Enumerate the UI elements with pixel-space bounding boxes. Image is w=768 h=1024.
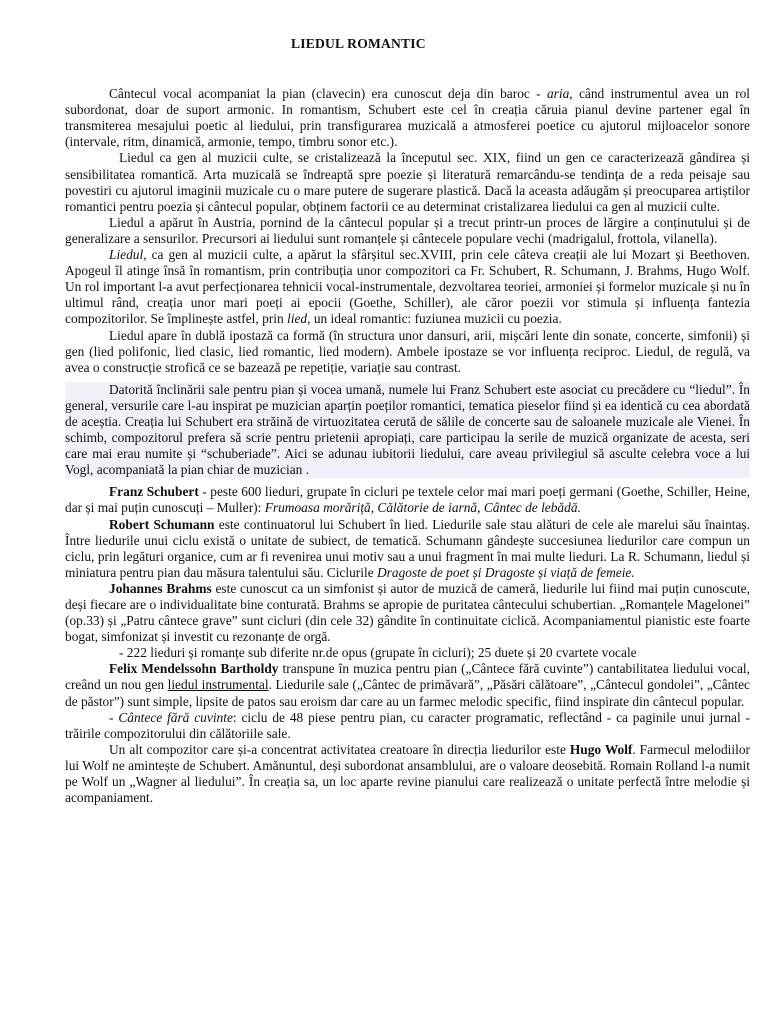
paragraph-schumann: Robert Schumann este continuatorul lui Schubert în lied. Liedurile sale stau alături de cele ale marelui său înaintaș. Între liedurile unui ciclu există o unitate de subiect, de tematică. Schumann gândește succesiunea liedurilor care compun un ciclu, prin legături organice, cum ar fi revenirea unui motiv sau a unui fragment în mai multe lieduri. La R. Schumann, liedul și miniatura pentru pian dau măsura talentului său. Ciclurile Dragoste de poet și Dragoste și viață de femeie.: [65, 516, 750, 580]
paragraph-brahms-list: - 222 lieduri și romanțe sub diferite nr.de opus (grupate în cicluri); 25 duete și 20 cvartete vocale: [119, 645, 637, 661]
paragraph-schubert: Franz Schubert - peste 600 lieduri, grupate în cicluri pe textele celor mai mari poeți germani (Goethe, Schiller, Heine, dar și mai puțin cunoscuți – Muller): Frumoasa morăriță, Călătorie de iarnă, Cântec de lebădă.: [65, 484, 750, 516]
page-title: LIEDUL ROMANTIC: [291, 36, 426, 51]
paragraph-origin: Liedul a apărut în Austria, pornind de la cântecul popular și a trecut printr-un proces de lărgire a conținutului și de generalizare a sensurilor. Precursori ai liedului sunt romanțele și cântecele populare vechi (madrigalul, frottola, vilanella).: [65, 214, 750, 246]
paragraph-history: Liedul, ca gen al muzicii culte, a apărut la sfârșitul sec.XVIII, prin cele câteva creații ale lui Mozart și Beethoven. Apogeul îl atinge însă în romantism, prin contribuția unor compozitori ca Fr. Schubert, R. Schumann, J. Brahms, Hugo Wolf. Un rol important l-a avut perfecționarea tehnicii vocal-instrumentale, dezvoltarea teoriei, armoniei și formelor muzicale și nu în ultimul rând, creația unor mari poeți ai epocii (Goethe, Schiller), ale căror poezii vor stimula și influența fantezia compozitorilor. Se împlinește astfel, prin lied, un ideal romantic: fuziunea muzicii cu poezia.: [65, 247, 750, 327]
paragraph-intro: Cântecul vocal acompaniat la pian (clavecin) era cunoscut deja din baroc - aria, când instrumentul avea un rol subordonat, doar de suport armonic. In romantism, Schubert este cel în creația căruia pianul devine partener egal în transmiterea mesajului poetic al liedului, prin transfigurarea muzicală a atmosferei poetice cu ajutorul mijloacelor sonore (intervale, ritm, dinamică, armonie, tempo, timbru sonor etc.).: [65, 86, 750, 150]
paragraph-forms: Liedul apare în dublă ipostază ca formă (în structura unor dansuri, arii, mișcări lente din sonate, concerte, simfonii) și gen (lied polifonic, lied clasic, lied romantic, lied modern). Ambele ipostaze se vor influența reciproc. Liedul, de regulă, va avea o construcție strofică ce se bazează pe repetiție, variație sau contrast.: [65, 327, 750, 375]
paragraph-brahms: Johannes Brahms este cunoscut ca un simfonist și autor de muzică de cameră, liedurile lui fiind mai puțin cunoscute, deși fiecare are o individualitate bine conturată. Brahms se apropie de puritatea cântecului schubertian. „Romanțele Magelonei” (op.33) și „Patru cântece grave” sunt cicluri (din cele 32) gândite în continuitate ciclică. Acompaniamentul pianistic este foarte bogat, simfonizat și investit cu rezonanțe de orgă.: [65, 580, 750, 645]
paragraph-liedul-gen: Liedul ca gen al muzicii culte, se cristalizează la începutul sec. XIX, fiind un gen ce caracterizează gândirea și sensibilitatea romantică. Arta muzicală se îndreaptă spre poezie și literatură remarcându-se tendința de a reda peisaje sau povestiri cu ajutorul imaginii muzicale cu o mare putere de sugerare plastică. Dacă la aceasta adăugăm și preocuparea artiștilor romantici pentru poezia și cântecul popular, obținem factorii ce au determinat cristalizarea liedului ca gen al muzicii culte.: [65, 150, 750, 214]
paragraph-cantece-fara-cuvinte: - Cântece fără cuvinte: ciclu de 48 piese pentru pian, cu caracter programatic, reflectând - ca paginile unui jurnal - trăirile compozitorului din călătoriile sale.: [65, 709, 751, 741]
paragraph-wolf: Un alt compozitor care și-a concentrat activitatea creatoare în direcția liedurilor este Hugo Wolf. Farmecul melodiilor lui Wolf ne amintește de Schubert. Amănuntul, deși subordonat ansamblului, are o valoare deosebită. Romain Rolland l-a numit pe Wolf un „Wagner al liedului”. În creația sa, un loc aparte revine pianului care realizează o unitate perfectă între melodie și acompaniament.: [65, 741, 750, 806]
paragraph-schubert-intro: Datorită înclinării sale pentru pian și vocea umană, numele lui Franz Schubert este asociat cu precădere cu “liedul”. În general, versurile care l-au inspirat pe muzician aparțin poeților romantici, tematica pieselor fiind și ea identică cu cea abordată de aceștia. Creația lui Schubert era străină de virtuozitatea cerută de sălile de concerte sau de saloanele muzicale ale Vienei. În schimb, compozitorul prefera să scrie pentru prietenii apropiați, care participau la serile de muzică organizate de acesta, seri care mai erau numite și “schuberiade”. Aici se adunau iubitorii liedului, care aveau privilegiul să asculte celebra voce a lui Vogl, acompaniată la pian chiar de muzician .: [65, 381, 750, 478]
paragraph-mendelssohn: Felix Mendelssohn Bartholdy transpune în muzica pentru pian („Cântece fără cuvinte”) cantabilitatea liedului vocal, creând un nou gen liedul instrumental. Liedurile sale („Cântec de primăvară”, „Păsări călătoare”, „Cântecul gondolei”, „Cântec de păstor”) sunt simple, lipsite de patos sau eroism dar care au un farmec melodic specific, fiind inspirate din cântecul popular.: [65, 661, 750, 709]
